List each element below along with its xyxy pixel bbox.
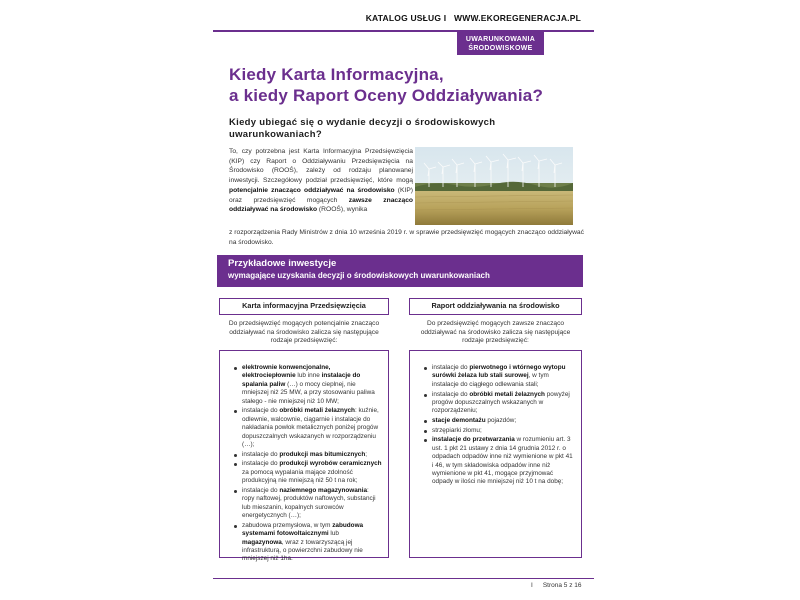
page-title-line2: a kiedy Raport Oceny Oddziaływania? bbox=[229, 86, 544, 105]
intro-bold-2: zawsze znacząco oddziaływać na środowisko bbox=[229, 196, 414, 214]
page-number: Strona 5 z 16 bbox=[542, 582, 582, 589]
list-item: instalacje do obróbki metali żelaznych: kuźnie, odlewnie, walcownie, ciągarnie i instalacje do nakładania powłok metalicznych poniżej progów dopuszczalnych wskazanych w rozporządzeniu (…); bbox=[242, 407, 382, 449]
website-label: WWW.EKOREGENERACJA.PL bbox=[454, 13, 581, 23]
intro-paragraph-continued: z rozporządzenia Rady Ministrów z dnia 10 września 2019 r. w sprawie przedsięwzięć mogących znacząco oddziaływać na środowisko. bbox=[229, 229, 584, 246]
catalog-label: KATALOG USŁUG I bbox=[365, 13, 447, 23]
list-item: stacje demontażu pojazdów; bbox=[432, 417, 573, 425]
roos-list-box bbox=[409, 350, 582, 558]
footer-divider bbox=[213, 578, 594, 579]
examples-banner bbox=[217, 255, 583, 287]
section-tag-line2: ŚRODOWISKOWE bbox=[468, 45, 533, 52]
intro-bold-1: potencjalnie znacząco oddziaływać na środowisko bbox=[229, 186, 395, 194]
examples-banner-title: Przykładowe inwestycje bbox=[228, 258, 337, 269]
list-item: instalacje do obróbki metali żelaznych powyżej progów dopuszczalnych wskazanych w rozporządzeniu; bbox=[432, 391, 573, 416]
intro-paragraph bbox=[229, 147, 413, 215]
list-item: elektrownie konwencjonalne, elektrociepłownie lub inne instalacje do spalania paliw (…) o mocy cieplnej, nie mniejszej niż 25 MW, a przy stosowaniu paliwa stałego - nie mniejszej niż 10 MW; bbox=[242, 364, 382, 406]
kip-column-description: Do przedsięwzięć mogących potencjalnie znacząco oddziaływać na środowisko zalicza się następujące rodzaje przedsięwzięć: bbox=[228, 320, 380, 345]
list-item: instalacje do produkcji wyrobów ceramicznych za pomocą wypalania mające zdolność produkcyjną nie mniejszą niż 50 t na rok; bbox=[242, 460, 382, 485]
page-footer bbox=[531, 582, 581, 589]
list-item: zabudowa przemysłowa, w tym zabudowa systemami fotowoltaicznymi lub magazynowa, wraz z towarzyszącą jej infrastrukturą, o powierzchni zabudowy nie mniejszej niż 1ha. bbox=[242, 522, 382, 564]
intro-text-3: (ROOŚ), wynika bbox=[317, 206, 368, 214]
wind-farm-photo bbox=[415, 147, 573, 225]
intro-text-1: To, czy potrzebna jest Karta Informacyjna Przedsięwzięcia (KIP) czy Raport o Oddziaływaniu Przedsięwzięcia na Środowisko (ROOŚ), zależy od rodzaju planowanej inwestycji. Szczegółowy podział przedsięwzięć, które mogą bbox=[229, 148, 413, 185]
kip-column-header: Karta informacyjna Przedsięwzięcia bbox=[219, 298, 389, 315]
page-title bbox=[229, 64, 589, 106]
footer-separator: I bbox=[531, 582, 533, 589]
examples-banner-subtitle: wymagające uzyskania decyzji o środowiskowych uwarunkowaniach bbox=[228, 271, 490, 280]
roos-column-header: Raport oddziaływania na środowisko bbox=[409, 298, 582, 315]
list-item: instalacje do przetwarzania w rozumieniu art. 3 ust. 1 pkt 21 ustawy z dnia 14 grudnia 2012 r. o odpadach odpadów inne niż wymienione w pkt 41 i 46, w tym składowiska odpadów inne niż wymienione w pkt 41, mogące przyjmować odpady w ilości nie mniejszej niż 10 t na dobę; bbox=[432, 436, 573, 486]
kip-list bbox=[220, 364, 382, 564]
list-item: instalacje do pierwotnego i wtórnego wytopu surówki żelaza lub stali surowej, w tym instalacje do ciągłego odlewania stali; bbox=[432, 364, 573, 389]
section-subtitle-line1: Kiedy ubiegać się o wydanie decyzji o środowiskowych bbox=[229, 117, 496, 128]
section-subtitle-line2: uwarunkowaniach? bbox=[229, 129, 322, 140]
page-header bbox=[0, 13, 581, 23]
roos-column-description: Do przedsięwzięć mogących zawsze znacząco oddziaływać na środowisko zalicza się następujące rodzaje przedsięwzięć: bbox=[420, 320, 571, 345]
intro-text-2: (KIP) oraz przedsięwzięć mogących bbox=[229, 186, 414, 204]
list-item: instalacje do produkcji mas bitumicznych; bbox=[242, 451, 382, 459]
roos-list bbox=[410, 364, 573, 487]
page-title-line1: Kiedy Karta Informacyjna, bbox=[229, 65, 444, 84]
kip-list-box bbox=[219, 350, 389, 563]
section-tag-line1: UWARUNKOWANIA bbox=[465, 36, 536, 43]
list-item: strzępiarki złomu; bbox=[432, 427, 573, 435]
section-subtitle bbox=[229, 117, 529, 141]
list-item: instalacje do naziemnego magazynowania: ropy naftowej, produktów naftowych, substancji lub mieszanin, kopalnych surowców energetycznych (…); bbox=[242, 487, 382, 521]
section-tag bbox=[457, 32, 544, 55]
